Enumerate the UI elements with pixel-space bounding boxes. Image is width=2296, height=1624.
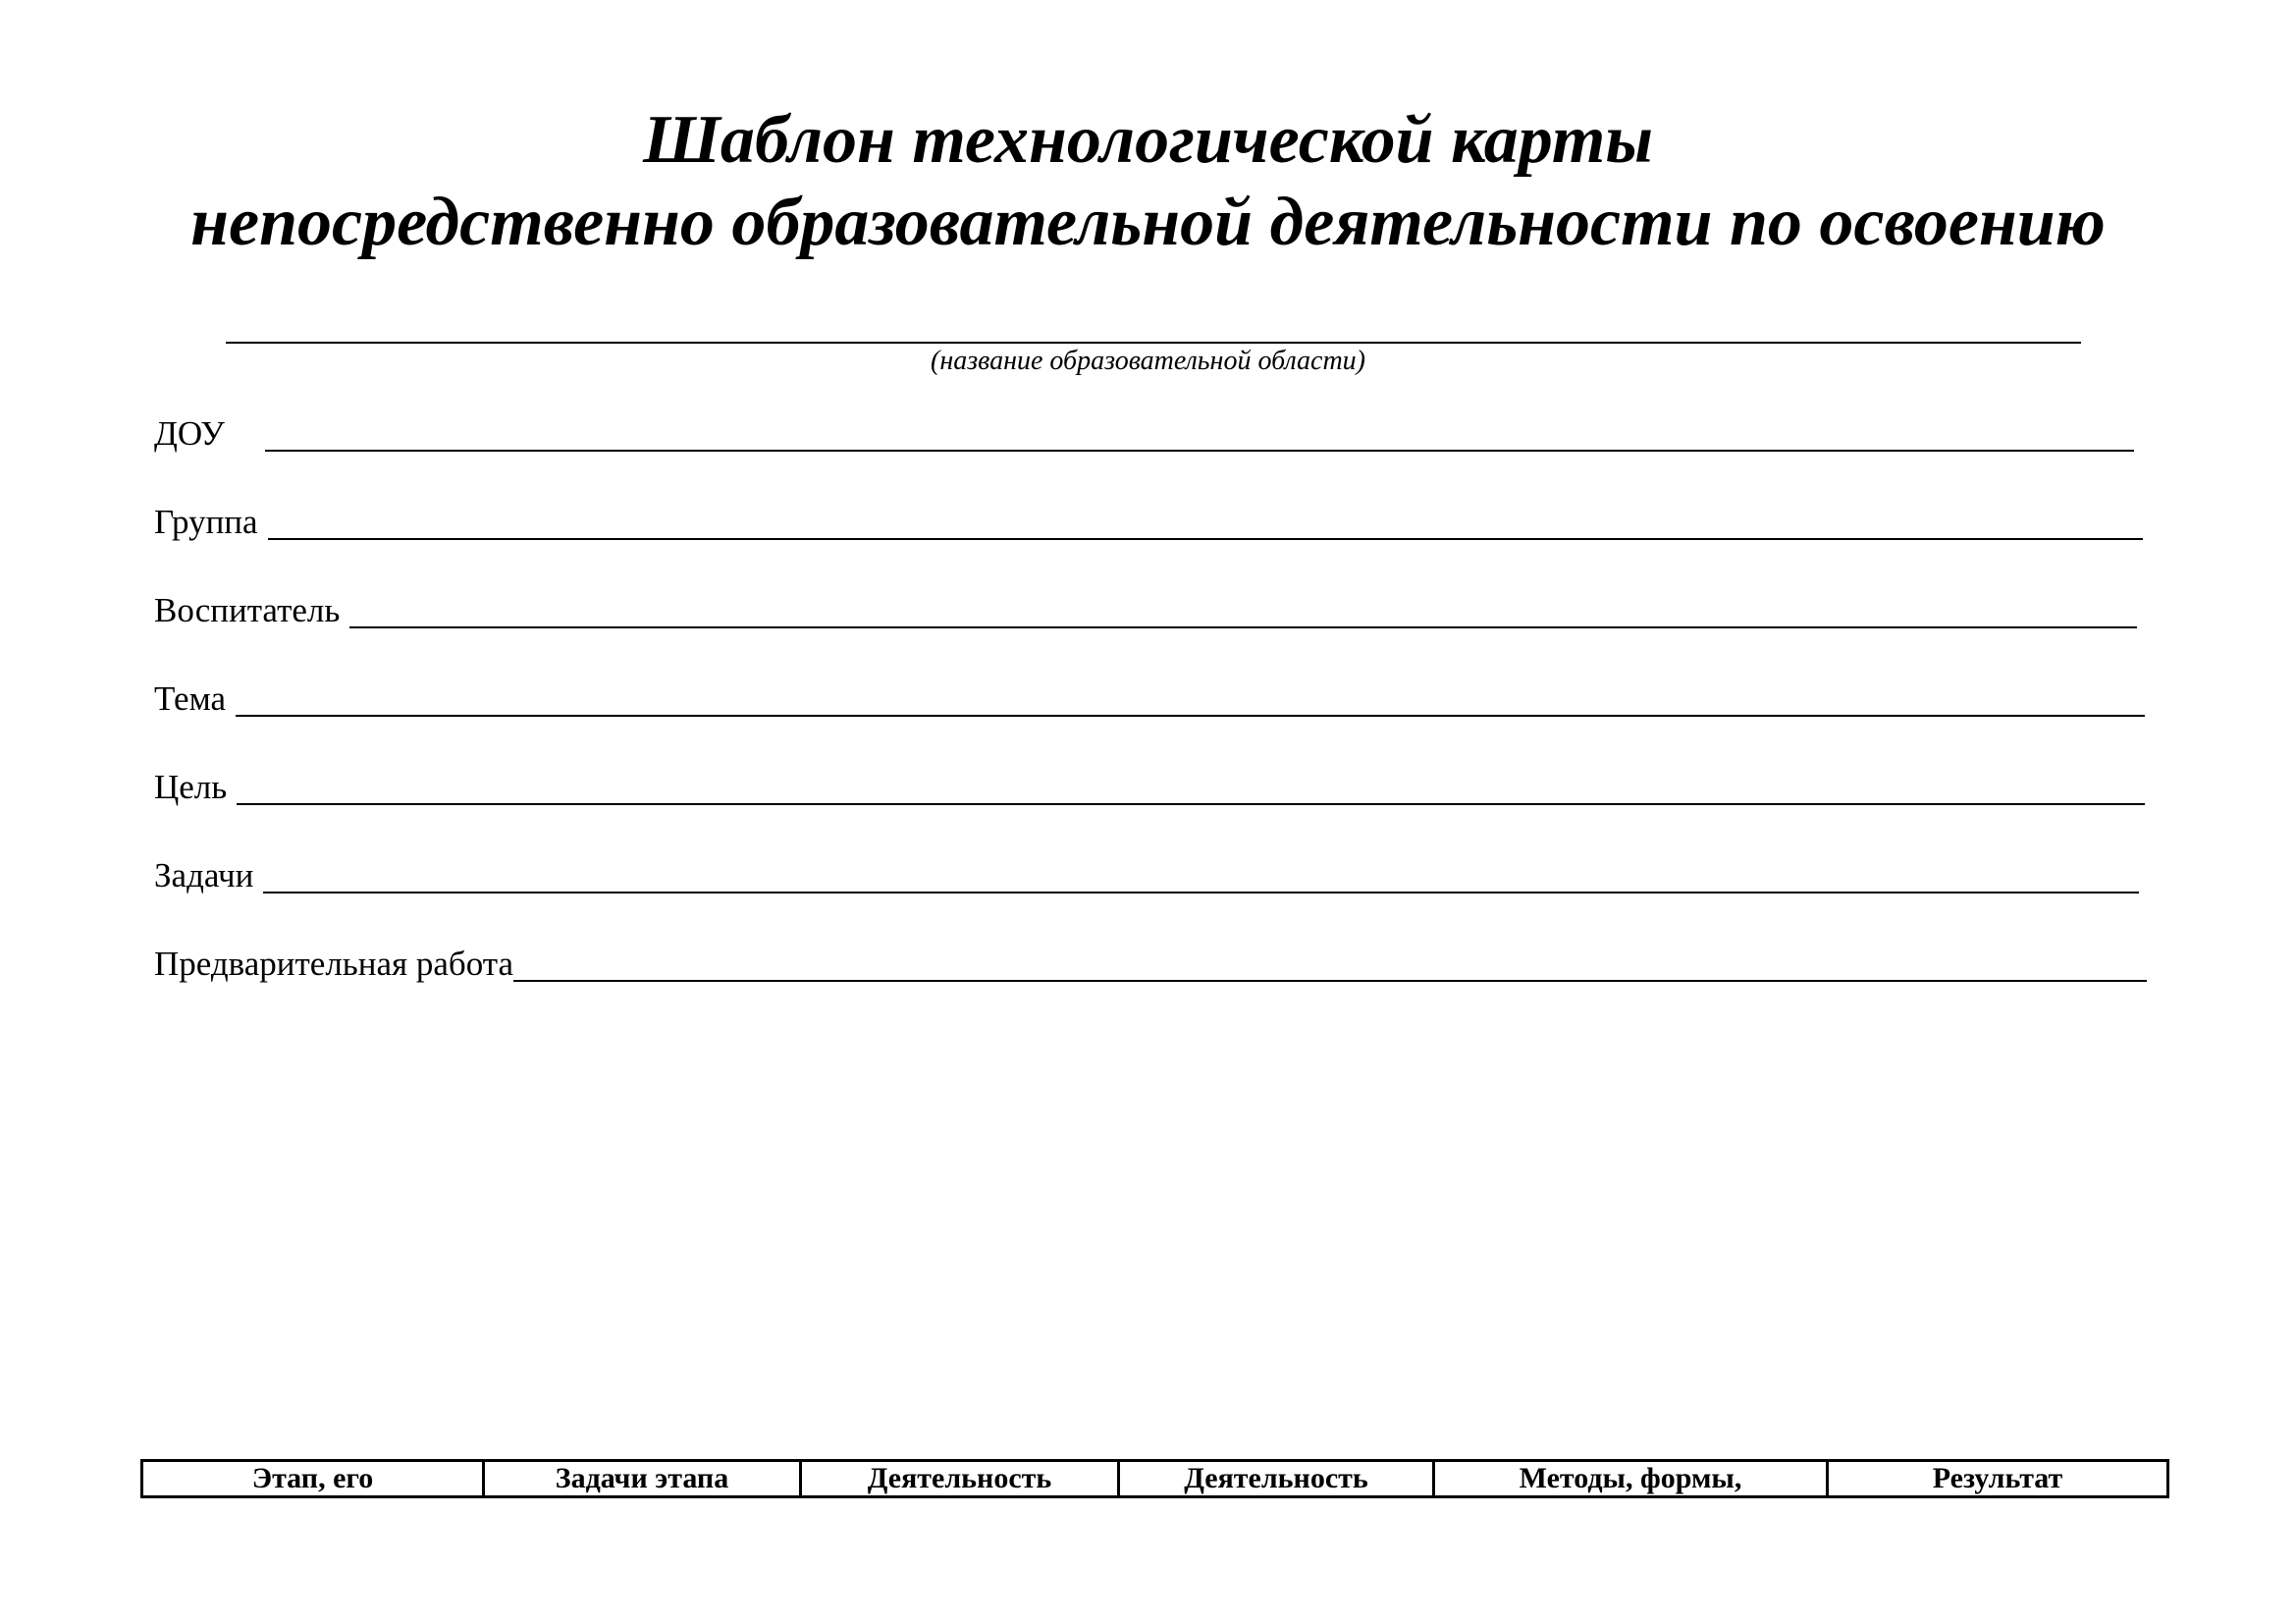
educational-area-caption: (название образовательной области) (931, 346, 1365, 376)
document-title-line-2: непосредственно образовательной деятельности по освоению (190, 185, 2106, 260)
table-header-activity-2: Деятельность (1119, 1461, 1434, 1497)
field-teacher-blank[interactable] (349, 626, 2137, 628)
table-header-stage-tasks: Задачи этапа (484, 1461, 801, 1497)
field-dou-label: ДОУ (154, 414, 225, 453)
field-topic-blank[interactable] (236, 715, 2145, 717)
table-header-activity-1: Деятельность (801, 1461, 1119, 1497)
field-dou-blank[interactable] (265, 450, 2134, 452)
table-header-stage: Этап, его (142, 1461, 484, 1497)
table-header-row (142, 1461, 2168, 1497)
field-goal (154, 764, 2145, 811)
technological-map-table (140, 1459, 2169, 1498)
field-tasks (154, 852, 2139, 899)
field-group-label: Группа (154, 503, 258, 541)
field-teacher (154, 587, 2137, 634)
table-header-methods: Методы, формы, (1434, 1461, 1828, 1497)
field-prep-work-label: Предварительная работа (154, 945, 513, 983)
field-dou (154, 410, 2134, 458)
field-tasks-label: Задачи (154, 856, 254, 894)
field-teacher-label: Воспитатель (154, 591, 341, 629)
field-topic-label: Тема (154, 679, 227, 718)
field-tasks-blank[interactable] (263, 892, 2139, 893)
table-header-result: Результат (1828, 1461, 2168, 1497)
field-group-blank[interactable] (268, 538, 2143, 540)
field-goal-blank[interactable] (237, 803, 2145, 805)
field-prep-work (154, 941, 2147, 988)
field-prep-work-blank[interactable] (513, 980, 2147, 982)
field-group (154, 499, 2143, 546)
field-topic (154, 676, 2145, 723)
document-title-line-1: Шаблон технологической карты (643, 102, 1653, 178)
field-goal-label: Цель (154, 768, 228, 806)
